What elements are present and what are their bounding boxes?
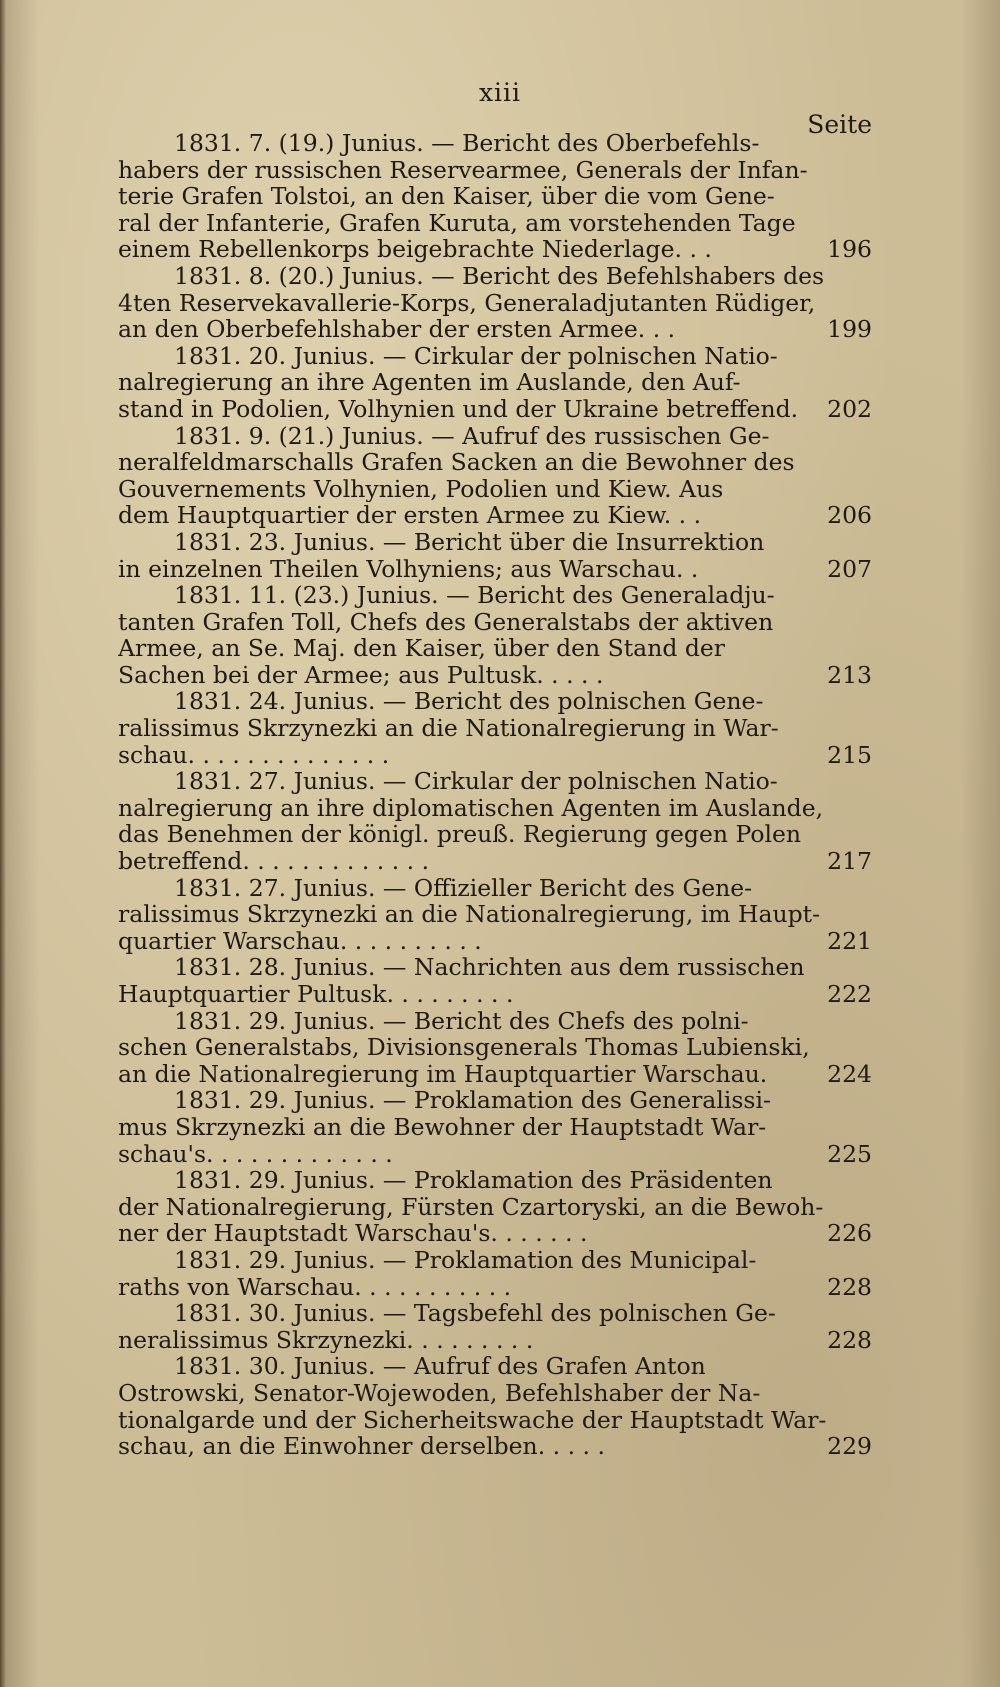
toc-page-number: 224 — [827, 1059, 872, 1088]
toc-entry-line: habers der russischen Reservearmee, Generals der Infan- — [118, 156, 808, 184]
toc-entry — [118, 582, 872, 688]
toc-entry-line: 1831. 29. Junius. — Proklamation des Generalissi- — [174, 1087, 771, 1114]
toc-entry-line: schau. . . . . . . . . . . . . . — [118, 741, 390, 769]
toc-entry — [118, 875, 872, 955]
toc-entry-line: terie Grafen Tolstoi, an den Kaiser, über die vom Gene- — [118, 183, 775, 210]
page-column-label: Seite — [807, 110, 872, 139]
toc-entry-line: dem Hauptquartier der ersten Armee zu Kiew. . . — [118, 502, 702, 529]
toc-entry-line: 1831. 20. Junius. — Cirkular der polnischen Natio- — [174, 342, 778, 370]
toc-entry — [118, 1353, 872, 1459]
toc-entry — [118, 954, 872, 1007]
toc-page-number: 199 — [827, 315, 872, 344]
toc-entry-line: nalregierung an ihre Agenten im Auslande, den Auf- — [118, 369, 741, 396]
toc-page-number: 229 — [827, 1432, 872, 1461]
table-of-contents — [118, 130, 872, 1460]
toc-entry — [118, 688, 872, 768]
toc-entry-line: Armee, an Se. Maj. den Kaiser, über den Stand der — [118, 635, 726, 662]
toc-entry — [118, 1008, 872, 1088]
toc-entry-line: der Nationalregierung, Fürsten Czartoryski, an die Bewoh- — [118, 1193, 824, 1221]
toc-entry-line: an den Oberbefehlshaber der ersten Armee. . . — [118, 316, 676, 343]
toc-page-number: 228 — [827, 1325, 872, 1354]
toc-page-number: 202 — [827, 394, 872, 423]
toc-entry — [118, 1300, 872, 1353]
toc-entry-line: schen Generalstabs, Divisionsgenerals Thomas Lubienski, — [118, 1034, 810, 1061]
toc-entry-line: 1831. 8. (20.) Junius. — Bericht des Befehlshabers des — [174, 262, 825, 290]
toc-entry — [118, 263, 872, 343]
toc-entry-line: tionalgarde und der Sicherheitswache der Hauptstadt War- — [118, 1406, 827, 1434]
toc-entry-line: Hauptquartier Pultusk. . . . . . . . . — [118, 981, 514, 1008]
toc-entry — [118, 768, 872, 874]
toc-entry-line: in einzelnen Theilen Volhyniens; aus Warschau. . — [118, 555, 699, 583]
toc-entry-line: Ostrowski, Senator-Wojewoden, Befehlshaber der Na- — [118, 1379, 761, 1407]
toc-entry-line: ner der Hauptstadt Warschau's. . . . . . . — [118, 1220, 588, 1247]
toc-entry-line: stand in Podolien, Volhynien und der Ukraine betreffend. — [118, 395, 799, 423]
toc-entry — [118, 1167, 872, 1247]
toc-entry-line: 1831. 27. Junius. — Offizieller Bericht des Gene- — [174, 874, 753, 902]
toc-entry-line: 1831. 11. (23.) Junius. — Bericht des Generaladju- — [174, 582, 775, 609]
toc-entry-line: 1831. 30. Junius. — Aufruf des Grafen Anton — [174, 1353, 706, 1380]
toc-entry-line: raths von Warschau. . . . . . . . . . . — [118, 1273, 512, 1301]
toc-entry — [118, 130, 872, 263]
toc-entry-line: neralfeldmarschalls Grafen Sacken an die Bewohner des — [118, 449, 795, 476]
toc-entry-line: betreffend. . . . . . . . . . . . . — [118, 848, 430, 875]
toc-entry — [118, 1087, 872, 1167]
toc-page-number: 226 — [827, 1219, 872, 1248]
toc-entry — [118, 343, 872, 423]
toc-entry-line: neralissimus Skrzynezki. . . . . . . . . — [118, 1326, 534, 1354]
toc-entry-line: 4ten Reservekavallerie-Korps, Generaladjutanten Rüdiger, — [118, 289, 816, 317]
toc-entry-line: 1831. 24. Junius. — Bericht des polnischen Gene- — [174, 688, 764, 716]
toc-page-number: 225 — [827, 1139, 872, 1168]
toc-entry-line: Sachen bei der Armee; aus Pultusk. . . . . — [118, 661, 604, 689]
toc-entry-line: tanten Grafen Toll, Chefs des Generalstabs der aktiven — [118, 608, 774, 636]
toc-entry-line: Gouvernements Volhynien, Podolien und Kiew. Aus — [118, 475, 724, 503]
page-gutter-shadow — [0, 0, 6, 1687]
toc-entry-line: nalregierung an ihre diplomatischen Agenten im Auslande, — [118, 794, 824, 822]
toc-page-number: 221 — [827, 926, 872, 955]
toc-entry-line: 1831. 23. Junius. — Bericht über die Insurrektion — [174, 528, 765, 556]
toc-entry-line: 1831. 29. Junius. — Bericht des Chefs des polni- — [174, 1007, 749, 1035]
toc-page-number: 207 — [827, 554, 872, 583]
toc-entry-line: ralissimus Skrzynezki an die Nationalregierung, im Haupt- — [118, 901, 821, 928]
toc-entry-line: 1831. 9. (21.) Junius. — Aufruf des russischen Ge- — [174, 422, 770, 450]
toc-entry-line: 1831. 30. Junius. — Tagsbefehl des polnischen Ge- — [174, 1300, 776, 1327]
toc-entry-line: 1831. 29. Junius. — Proklamation des Municipal- — [174, 1246, 757, 1274]
toc-entry-line: ral der Infanterie, Grafen Kuruta, am vorstehenden Tage — [118, 209, 796, 237]
toc-entry-line: an die Nationalregierung im Hauptquartier Warschau. — [118, 1060, 768, 1088]
toc-entry — [118, 1247, 872, 1300]
toc-entry-line: mus Skrzynezki an die Bewohner der Hauptstadt War- — [118, 1113, 767, 1141]
toc-entry-line: schau's. . . . . . . . . . . . . — [118, 1140, 393, 1168]
toc-entry-line: 1831. 27. Junius. — Cirkular der polnischen Natio- — [174, 768, 778, 795]
toc-entry-line: 1831. 29. Junius. — Proklamation des Präsidenten — [174, 1167, 773, 1194]
toc-entry-line: schau, an die Einwohner derselben. . . . . — [118, 1433, 605, 1460]
toc-entry-line: 1831. 28. Junius. — Nachrichten aus dem russischen — [174, 954, 805, 981]
toc-entry — [118, 423, 872, 529]
toc-page-number: 215 — [827, 740, 872, 769]
toc-page-number: 222 — [827, 980, 872, 1008]
page-folio: xiii — [478, 78, 522, 107]
toc-page-number: 217 — [827, 847, 872, 876]
toc-entry-line: ralissimus Skrzynezki an die Nationalregierung in War- — [118, 715, 779, 742]
toc-page-number: 206 — [827, 501, 872, 530]
toc-entry-line: 1831. 7. (19.) Junius. — Bericht des Oberbefehls- — [174, 130, 760, 157]
toc-entry-line: das Benehmen der königl. preuß. Regierung gegen Polen — [118, 821, 802, 849]
toc-entry — [118, 529, 872, 582]
toc-entry-line: quartier Warschau. . . . . . . . . . — [118, 927, 482, 955]
toc-page-number: 196 — [827, 235, 872, 264]
toc-page-number: 213 — [827, 660, 872, 689]
toc-page-number: 228 — [827, 1272, 872, 1301]
toc-entry-line: einem Rebellenkorps beigebrachte Niederlage. . . — [118, 236, 712, 263]
